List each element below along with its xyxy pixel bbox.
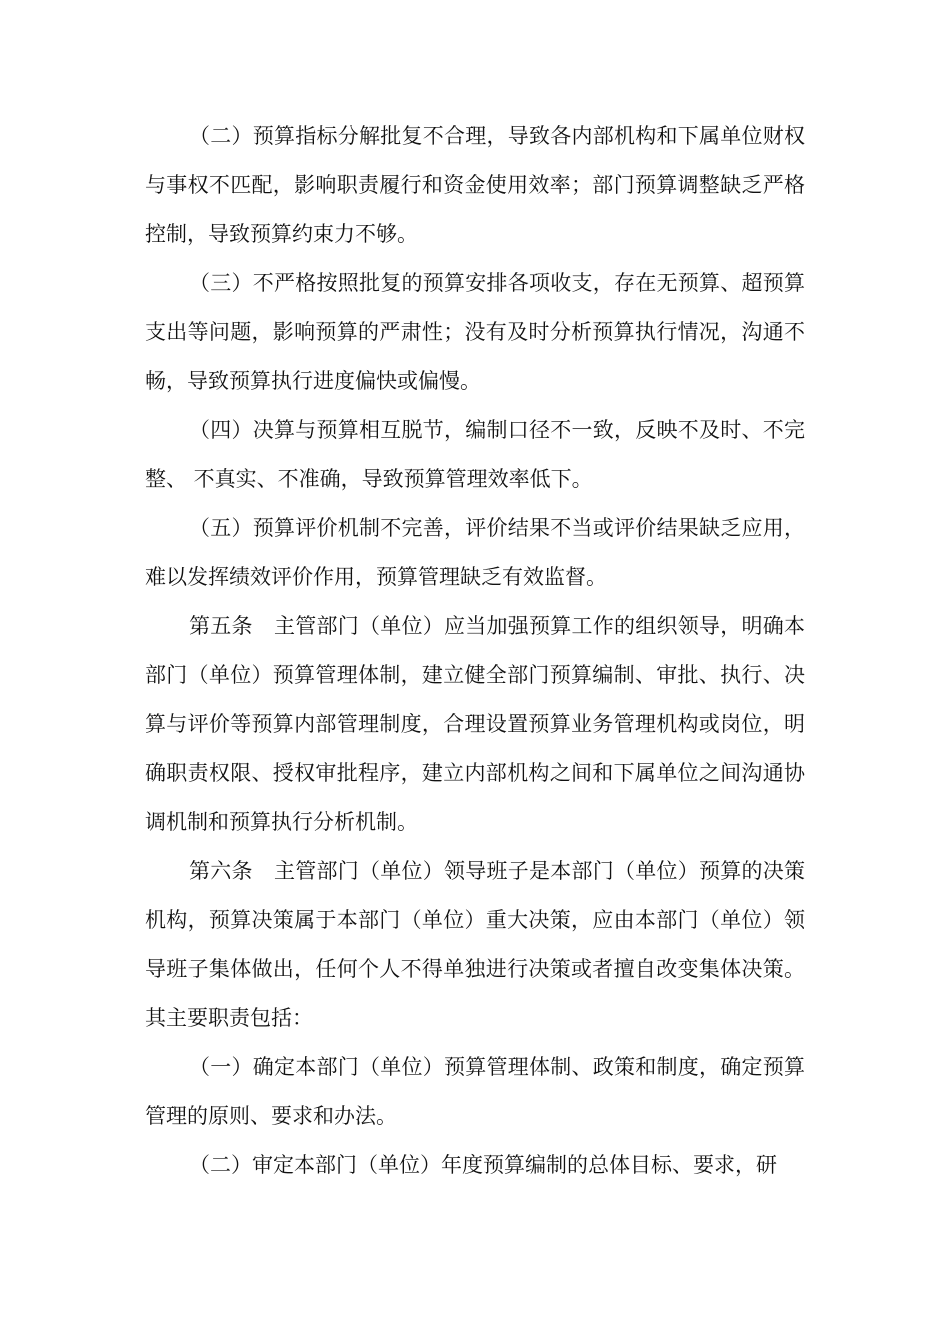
paragraph-duty-1: （一）确定本部门（单位）预算管理体制、政策和制度，确定预算管理的原则、要求和办法。	[145, 1055, 805, 1128]
paragraph-final-accounts: （四）决算与预算相互脱节，编制口径不一致，反映不及时、不完整、 不真实、不准确，导致预算管理效率低下。	[145, 418, 805, 491]
paragraph-article-5: 第五条 主管部门（单位）应当加强预算工作的组织领导，明确本部门（单位）预算管理体制，建立健全部门预算编制、审批、执行、决算与评价等预算内部管理制度，合理设置预算业务管理机构或岗位，明确职责权限、授权审批程序，建立内部机构之间和下属单位之间沟通协调机制和预算执行分析机制。	[145, 614, 805, 834]
paragraph-duty-2: （二）审定本部门（单位）年度预算编制的总体目标、要求，研	[189, 1153, 777, 1177]
paragraph-evaluation: （五）预算评价机制不完善，评价结果不当或评价结果缺乏应用，难以发挥绩效评价作用，预算管理缺乏有效监督。	[145, 516, 805, 589]
document-body	[145, 112, 805, 1190]
paragraph-article-6: 第六条 主管部门（单位）领导班子是本部门（单位）预算的决策机构，预算决策属于本部门（单位）重大决策，应由本部门（单位）领导班子集体做出，任何个人不得单独进行决策或者擅自改变集体决策。其主要职责包括：	[145, 859, 805, 1030]
paragraph-budget-execution: （三）不严格按照批复的预算安排各项收支，存在无预算、超预算支出等问题，影响预算的严肃性；没有及时分析预算执行情况，沟通不畅，导致预算执行进度偏快或偏慢。	[145, 271, 805, 393]
paragraph-budget-allocation: （二）预算指标分解批复不合理，导致各内部机构和下属单位财权与事权不匹配，影响职责履行和资金使用效率；部门预算调整缺乏严格控制，导致预算约束力不够。	[145, 124, 805, 246]
